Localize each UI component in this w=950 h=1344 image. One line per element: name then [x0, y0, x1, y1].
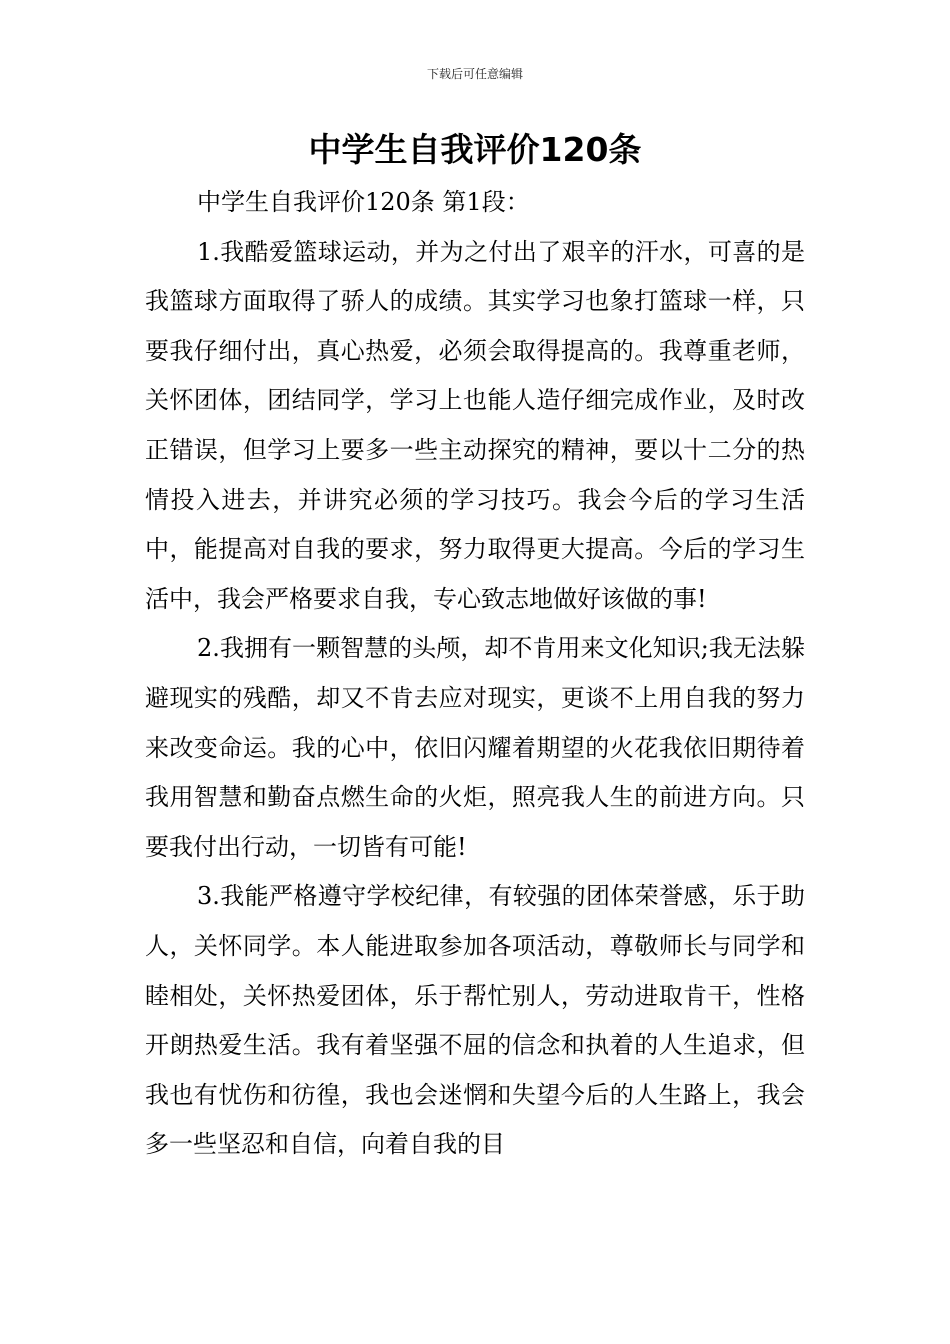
- document-title: 中学生自我评价120条: [308, 130, 642, 169]
- section-heading: 中学生自我评价120条 第1段：: [197, 188, 530, 216]
- paragraph-3: 3.我能严格遵守学校纪律，有较强的团体荣誉感，乐于助人，关怀同学。本人能进取参加各项活动，尊敬师长与同学和睦相处，关怀热爱团体，乐于帮忙别人，劳动进取肯干，性格开朗热爱生活。我有着坚强不屈的信念和执着的人生追求，但我也有忧伤和彷徨，我也会迷惘和失望今后的人生路上，我会多一些坚忍和自信，向着自我的目: [145, 882, 805, 1159]
- paragraph-1: 1.我酷爱篮球运动，并为之付出了艰辛的汗水，可喜的是我篮球方面取得了骄人的成绩。其实学习也象打篮球一样，只要我仔细付出，真心热爱，必须会取得提高的。我尊重老师，关怀团体，团结同学，学习上也能人造仔细完成作业，及时改正错误，但学习上要多一些主动探究的精神，要以十二分的热情投入进去，并讲究必须的学习技巧。我会今后的学习生活中，能提高对自我的要求，努力取得更大提高。今后的学习生活中，我会严格要求自我，专心致志地做好该做的事!: [145, 237, 805, 613]
- header-note: 下载后可任意编辑: [426, 67, 523, 81]
- paragraph-2: 2.我拥有一颗智慧的头颅，却不肯用来文化知识;我无法躲避现实的残酷，却又不肯去应对现实，更谈不上用自我的努力来改变命运。我的心中，依旧闪耀着期望的火花我依旧期待着我用智慧和勤奋点燃生命的火炬，照亮我人生的前进方向。只要我付出行动，一切皆有可能!: [145, 634, 805, 861]
- document-body: [145, 178, 805, 1170]
